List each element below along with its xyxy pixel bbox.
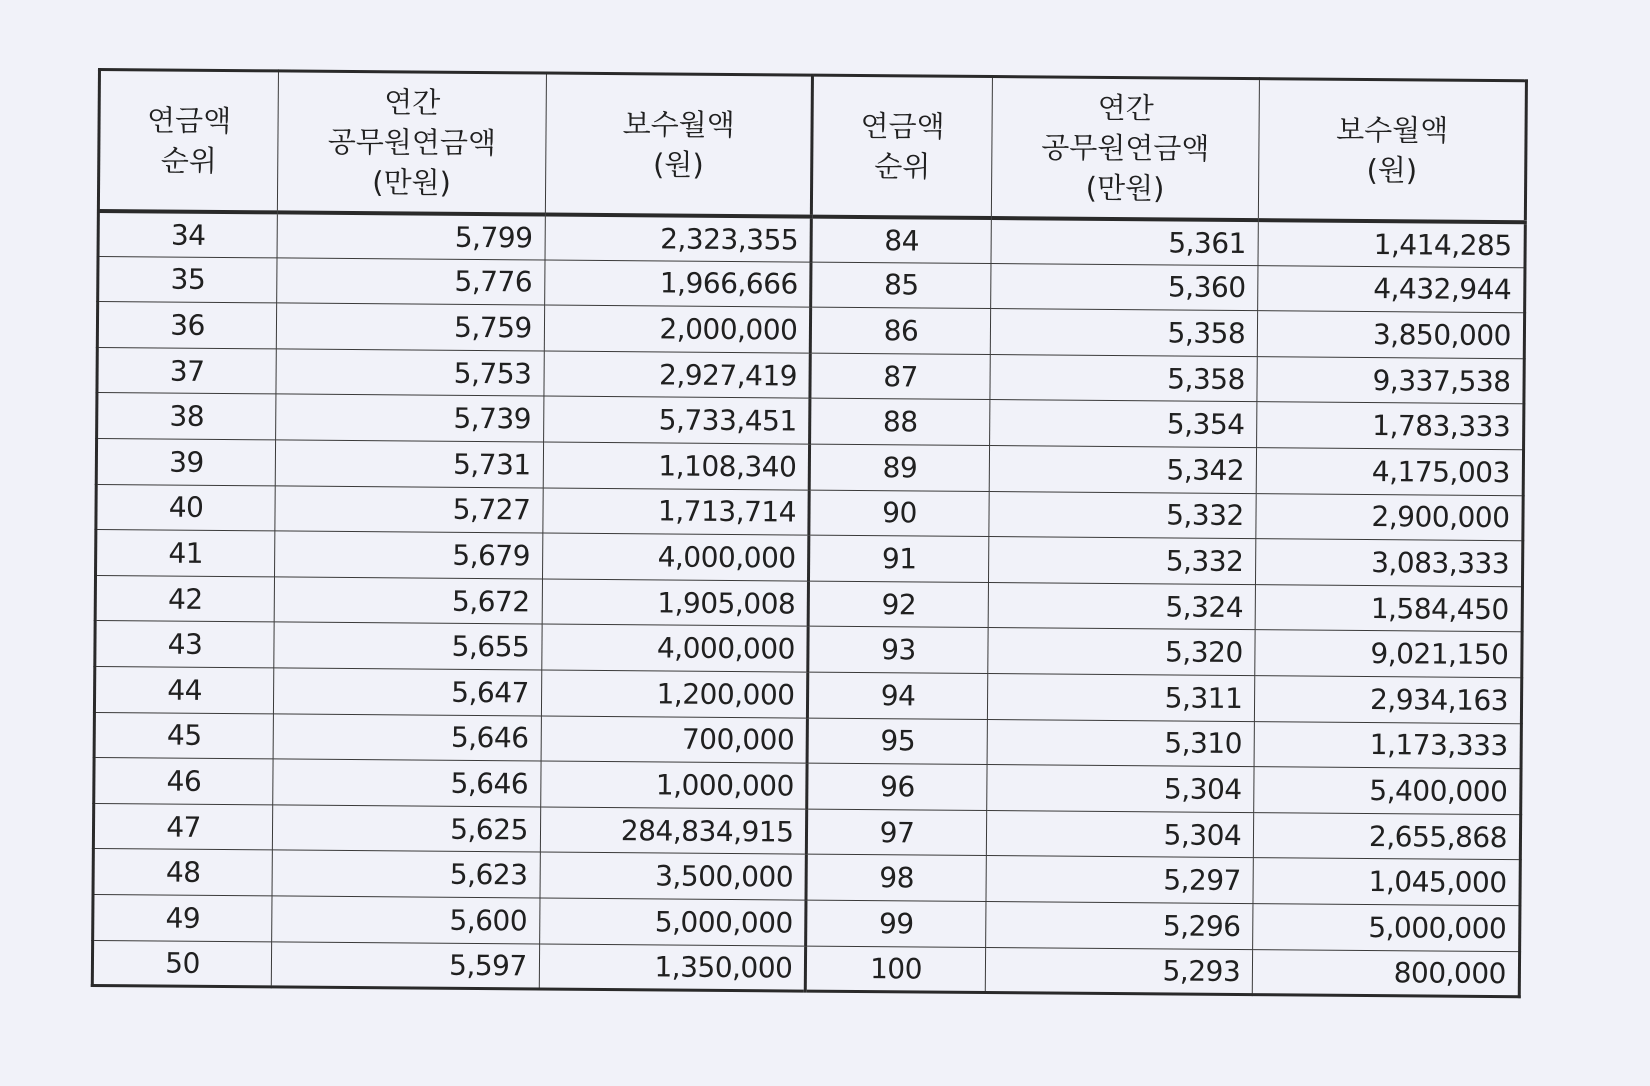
annual-pension-left-cell: 5,647: [274, 668, 542, 716]
annual-pension-right-cell: 5,311: [987, 673, 1255, 721]
rank-left-cell: 41: [96, 530, 275, 577]
monthly-pay-right-cell: 1,414,285: [1258, 220, 1525, 268]
rank-right-cell: 95: [808, 718, 987, 765]
pension-ranking-table: [91, 68, 1528, 998]
annual-pension-right-cell: 5,304: [986, 810, 1254, 858]
annual-pension-left-cell: 5,731: [275, 440, 543, 488]
annual-pension-right-cell: 5,332: [988, 491, 1256, 539]
monthly-pay-right-cell: 2,934,163: [1255, 676, 1522, 724]
rank-right-cell: 93: [808, 626, 987, 673]
annual-pension-left-cell: 5,739: [276, 394, 544, 442]
monthly-pay-left-cell: 1,905,008: [542, 579, 809, 627]
annual-pension-right-cell: 5,358: [990, 309, 1258, 357]
rank-left-cell: 47: [93, 803, 272, 850]
monthly-pay-left-cell: 5,733,451: [543, 396, 810, 444]
rank-left-cell: 48: [93, 849, 272, 896]
monthly-pay-left-cell: 5,000,000: [539, 898, 806, 946]
annual-pension-left-cell: 5,623: [272, 850, 540, 898]
annual-pension-left-cell: 5,727: [275, 485, 543, 533]
table-header: [98, 70, 1526, 222]
rank-right-cell: 91: [809, 535, 988, 582]
monthly-pay-right-cell: 5,400,000: [1254, 767, 1521, 815]
monthly-pay-right-cell: 3,083,333: [1256, 539, 1523, 587]
annual-pension-left-cell: 5,625: [272, 805, 540, 853]
rank-left-cell: 38: [97, 393, 276, 440]
header-annual-pension-right: 연간 공무원연금액 (만원): [991, 77, 1260, 220]
annual-pension-right-cell: 5,354: [989, 400, 1257, 448]
rank-left-cell: 40: [96, 484, 275, 531]
annual-pension-left-cell: 5,759: [276, 303, 544, 351]
monthly-pay-left-cell: 284,834,915: [540, 807, 807, 855]
monthly-pay-right-cell: 1,045,000: [1253, 858, 1520, 906]
rank-left-cell: 43: [95, 621, 274, 668]
monthly-pay-left-cell: 1,200,000: [541, 670, 808, 718]
rank-left-cell: 36: [97, 302, 276, 349]
header-rank-right: 연금액 순위: [812, 75, 992, 217]
header-annual-pension-left: 연간 공무원연금액 (만원): [278, 71, 547, 214]
monthly-pay-left-cell: 700,000: [541, 716, 808, 764]
monthly-pay-left-cell: 4,000,000: [542, 533, 809, 581]
annual-pension-left-cell: 5,646: [273, 759, 541, 807]
rank-left-cell: 49: [93, 894, 272, 941]
rank-right-cell: 97: [807, 809, 986, 856]
annual-pension-left-cell: 5,672: [274, 577, 542, 625]
rank-right-cell: 94: [808, 672, 987, 719]
monthly-pay-right-cell: 1,173,333: [1254, 721, 1521, 769]
rank-left-cell: 35: [98, 256, 277, 303]
annual-pension-right-cell: 5,297: [986, 856, 1254, 904]
annual-pension-right-cell: 5,320: [987, 628, 1255, 676]
rank-left-cell: 46: [94, 758, 273, 805]
monthly-pay-right-cell: 9,337,538: [1257, 356, 1524, 404]
header-rank-left: 연금액 순위: [98, 70, 278, 212]
monthly-pay-left-cell: 1,713,714: [543, 488, 810, 536]
rank-right-cell: 99: [806, 900, 985, 947]
header-row: [98, 70, 1526, 222]
rank-left-cell: 39: [96, 438, 275, 485]
rank-right-cell: 98: [806, 854, 985, 901]
rank-right-cell: 90: [809, 490, 988, 537]
rank-right-cell: 84: [811, 216, 990, 263]
annual-pension-left-cell: 5,776: [277, 258, 545, 306]
monthly-pay-right-cell: 1,783,333: [1257, 402, 1524, 450]
monthly-pay-right-cell: 4,175,003: [1256, 448, 1523, 496]
rank-right-cell: 96: [807, 763, 986, 810]
annual-pension-right-cell: 5,361: [991, 218, 1259, 266]
monthly-pay-left-cell: 3,500,000: [540, 852, 807, 900]
annual-pension-right-cell: 5,293: [985, 947, 1253, 995]
rank-right-cell: 88: [810, 398, 989, 445]
annual-pension-right-cell: 5,324: [988, 582, 1256, 630]
rank-right-cell: 89: [810, 444, 989, 491]
rank-right-cell: 85: [811, 262, 990, 309]
rank-left-cell: 37: [97, 347, 276, 394]
annual-pension-right-cell: 5,304: [986, 765, 1254, 813]
monthly-pay-right-cell: 5,000,000: [1253, 904, 1520, 952]
annual-pension-left-cell: 5,646: [273, 713, 541, 761]
annual-pension-left-cell: 5,655: [274, 622, 542, 670]
rank-right-cell: 86: [811, 307, 990, 354]
monthly-pay-right-cell: 3,850,000: [1258, 311, 1525, 359]
monthly-pay-right-cell: 9,021,150: [1255, 630, 1522, 678]
monthly-pay-right-cell: 800,000: [1253, 949, 1520, 997]
annual-pension-left-cell: 5,753: [276, 349, 544, 397]
rank-left-cell: 45: [94, 712, 273, 759]
annual-pension-left-cell: 5,679: [275, 531, 543, 579]
monthly-pay-left-cell: 1,000,000: [541, 761, 808, 809]
rank-left-cell: 44: [94, 666, 273, 713]
annual-pension-right-cell: 5,296: [985, 901, 1253, 949]
monthly-pay-left-cell: 2,927,419: [544, 351, 811, 399]
monthly-pay-right-cell: 2,655,868: [1254, 812, 1521, 860]
monthly-pay-left-cell: 1,108,340: [543, 442, 810, 490]
annual-pension-left-cell: 5,597: [271, 941, 539, 989]
header-monthly-pay-left: 보수월액 (원): [545, 73, 813, 216]
annual-pension-right-cell: 5,310: [987, 719, 1255, 767]
header-monthly-pay-right: 보수월액 (원): [1259, 79, 1527, 222]
annual-pension-left-cell: 5,799: [277, 212, 545, 260]
monthly-pay-left-cell: 2,323,355: [545, 214, 812, 262]
monthly-pay-left-cell: 1,350,000: [539, 943, 806, 991]
rank-right-cell: 100: [806, 946, 985, 993]
monthly-pay-left-cell: 4,000,000: [542, 624, 809, 672]
annual-pension-right-cell: 5,342: [989, 445, 1257, 493]
monthly-pay-right-cell: 4,432,944: [1258, 265, 1525, 313]
monthly-pay-left-cell: 2,000,000: [544, 305, 811, 353]
table-body: [92, 211, 1525, 997]
monthly-pay-right-cell: 1,584,450: [1255, 584, 1522, 632]
rank-left-cell: 42: [95, 575, 274, 622]
annual-pension-right-cell: 5,360: [990, 263, 1258, 311]
annual-pension-right-cell: 5,358: [990, 354, 1258, 402]
rank-right-cell: 92: [809, 581, 988, 628]
monthly-pay-right-cell: 2,900,000: [1256, 493, 1523, 541]
rank-left-cell: 34: [98, 211, 277, 258]
annual-pension-right-cell: 5,332: [988, 537, 1256, 585]
rank-left-cell: 50: [92, 940, 271, 987]
rank-right-cell: 87: [810, 353, 989, 400]
monthly-pay-left-cell: 1,966,666: [544, 260, 811, 308]
annual-pension-left-cell: 5,600: [272, 896, 540, 944]
